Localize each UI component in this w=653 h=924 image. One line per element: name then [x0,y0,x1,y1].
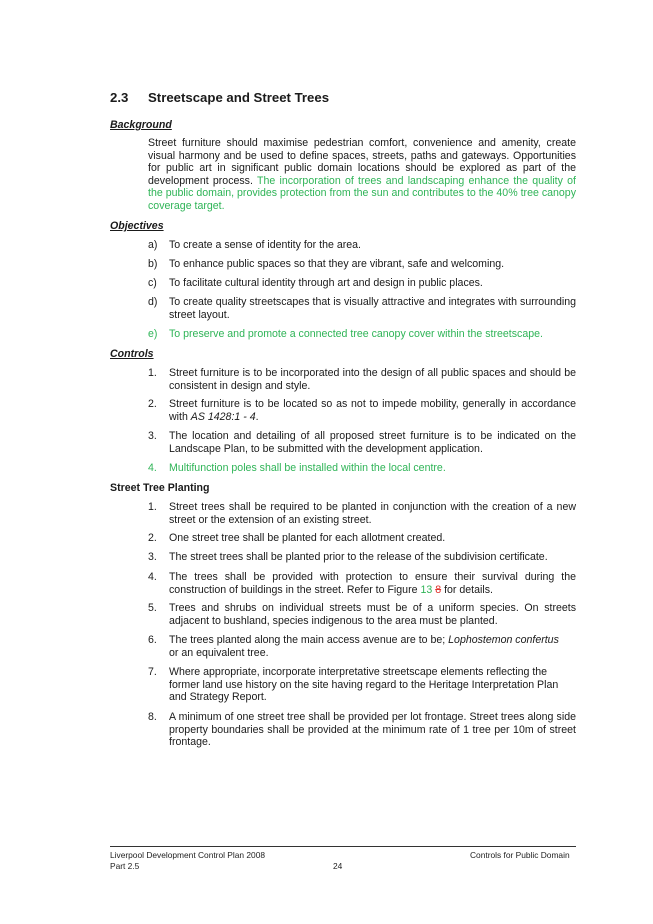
page-number: 24 [333,861,343,871]
figure-number-new: 13 [420,583,433,596]
planting-text-end: for details. [444,583,493,596]
planting-text: A minimum of one street tree shall be provided per lot frontage. Street trees along side property boundaries shall be provided at the minimum rate of 1 tree per 10m of street frontage. [169,711,576,749]
control-text-main: Street furniture is to be located so as not to impede mobility, generally in accordance with [169,398,576,423]
control-marker: 4. [148,462,157,474]
objective-marker: e) [148,328,158,340]
planting-text [169,634,576,659]
planting-marker: 2. [148,532,157,544]
planting-text [169,571,576,596]
objective-marker: a) [148,239,158,251]
footer-chapter: Controls for Public Domain [470,850,570,860]
control-item [148,367,576,392]
planting-text-main: The trees planted along the main access avenue are to be; [169,634,446,646]
control-marker: 2. [148,398,157,410]
planting-item [148,532,576,545]
objective-text: To create a sense of identity for the area. [169,239,361,251]
control-text-end: . [255,410,259,423]
objective-marker: b) [148,258,158,270]
planting-marker: 8. [148,711,157,723]
planting-text-main: The trees shall be provided with protection to ensure their survival during the construction of buildings in the street. Refer to Figure [169,571,576,596]
objective-text: To enhance public spaces so that they are vibrant, safe and welcoming. [169,258,505,270]
planting-marker: 1. [148,501,157,513]
species-name: Lophostemon confertus [448,634,559,646]
planting-text: Trees and shrubs on individual streets must be of a uniform species. On streets adjacent to bushland, species indigenous to the area must be planted. [169,602,576,627]
control-marker: 1. [148,367,157,379]
planting-marker: 5. [148,602,157,614]
objective-item [148,277,576,290]
footer-part: Part 2.5 [110,861,140,871]
section-heading [110,90,329,105]
background-heading: Background [110,119,172,131]
planting-text: One street tree shall be planted for each allotment created. [169,532,446,544]
objective-text: To preserve and promote a connected tree canopy cover within the streetscape. [169,328,543,340]
figure-number-deleted: 8 [435,583,442,596]
footer-divider [110,846,576,847]
planting-marker: 4. [148,571,157,583]
planting-item [148,634,576,659]
objective-text: To facilitate cultural identity through art and design in public places. [169,277,483,289]
planting-item [148,551,576,564]
planting-item [148,711,576,749]
objective-item [148,239,576,252]
planting-text-end: or an equivalent tree. [169,646,269,659]
objective-marker: d) [148,296,158,308]
section-number: 2.3 [110,90,129,105]
control-text: Street furniture is to be incorporated into the design of all public spaces and should be consistent in design and style. [169,367,576,392]
control-text: The location and detailing of all proposed street furniture is to be indicated on the Landscape Plan, to be submitted with the development application. [169,430,576,455]
planting-item [148,501,576,526]
planting-item [148,666,576,704]
planting-marker: 3. [148,551,157,563]
planting-item [148,602,576,627]
planting-marker: 7. [148,666,157,678]
planting-text: Street trees shall be required to be planted in conjunction with the creation of a new street or the extension of an existing street. [169,501,576,526]
planting-text: Where appropriate, incorporate interpretative streetscape elements reflecting the former land use history on the site having regard to the Heritage Interpretation Plan and Strategy Report. [169,666,559,704]
objective-item-added [148,328,576,341]
objective-marker: c) [148,277,157,289]
street-tree-planting-heading: Street Tree Planting [110,482,210,494]
planting-marker: 6. [148,634,157,646]
control-item-added [148,462,576,475]
section-title: Streetscape and Street Trees [148,90,330,105]
control-item [148,430,576,455]
objectives-heading: Objectives [110,220,164,232]
background-text-added: The incorporation of trees and landscaping enhance the quality of the public domain, provides protection from the sun and contributes to the 40% tree canopy coverage target. [148,174,576,212]
objective-item [148,296,576,321]
footer-plan-title: Liverpool Development Control Plan 2008 [110,850,266,860]
objective-text: To create quality streetscapes that is visually attractive and integrates with surrounding street layout. [169,296,576,321]
planting-text: The street trees shall be planted prior to the release of the subdivision certificate. [169,551,548,563]
control-text [169,398,576,423]
standard-reference: AS 1428:1 - 4 [190,410,256,423]
controls-heading: Controls [110,348,154,360]
objective-item [148,258,576,271]
background-text: Street furniture should maximise pedestrian comfort, convenience and amenity, create visual harmony and be used to define spaces, streets, paths and gateways. Opportunities for public art in significant public domain locations should be explored as part of the development process. [148,137,576,187]
control-text: Multifunction poles shall be installed within the local centre. [169,462,446,474]
planting-item [148,571,576,596]
background-paragraph [148,137,576,213]
control-item [148,398,576,423]
control-marker: 3. [148,430,157,442]
